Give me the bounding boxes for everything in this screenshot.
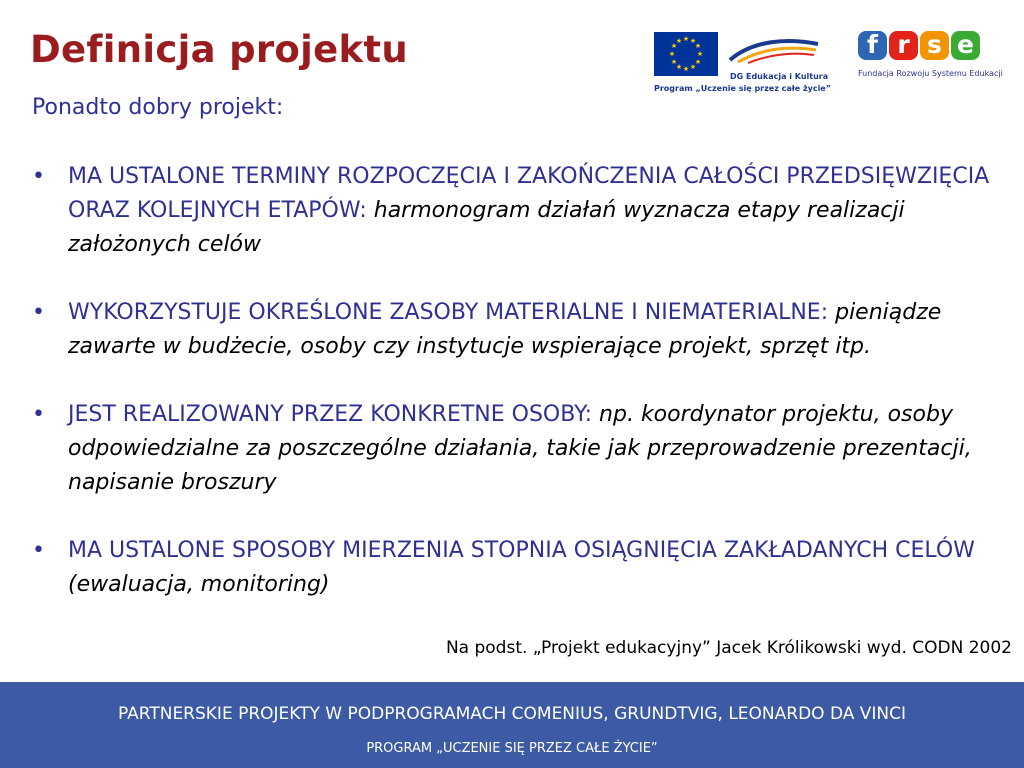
- svg-text:★: ★: [689, 63, 697, 71]
- frse-letter-f: f: [858, 31, 887, 60]
- logos-area: [650, 28, 1003, 98]
- source-citation: Na podst. „Projekt edukacyjny” Jacek Królikowski wyd. CODN 2002: [445, 638, 1012, 658]
- bullet-item: [30, 296, 1020, 364]
- frse-logo: [855, 28, 1003, 94]
- bullet-heading: WYKORZYSTUJE OKREŚLONE ZASOBY MATERIALNE I NIEMATERIALNE:: [68, 300, 829, 325]
- footer-bar: [0, 682, 1024, 768]
- footer-program-name: PROGRAM „UCZENIE SIĘ PRZEZ CAŁE ŻYCIE”: [366, 741, 658, 756]
- eu-flag-icon: [654, 32, 718, 76]
- bullet-detail: (ewaluacja, monitoring): [68, 572, 330, 597]
- frse-letters: [858, 31, 980, 60]
- svg-text:★: ★: [682, 35, 690, 43]
- bullet-text: [68, 398, 1020, 500]
- eu-dg-label: DG Edukacja i Kultura: [730, 72, 829, 81]
- bullet-item: [30, 534, 1020, 602]
- bullet-detail: np. koordynator projektu, osoby odpowiedzialne za poszczególne działania, takie jak przeprowadzenie prezentacji, napisanie broszury: [68, 402, 972, 495]
- slide-subtitle: Ponadto dobry projekt:: [32, 95, 284, 120]
- bullet-dot-icon: •: [32, 300, 45, 325]
- bullet-dot-icon: •: [32, 164, 45, 189]
- eu-logo: [654, 32, 831, 94]
- bullet-item: [30, 160, 1020, 262]
- bullet-heading: MA USTALONE SPOSOBY MIERZENIA STOPNIA OSIĄGNIĘCIA ZAKŁADANYCH CELÓW: [68, 538, 975, 563]
- svg-text:★: ★: [682, 65, 690, 73]
- bullet-heading: JEST REALIZOWANY PRZEZ KONKRETNE OSOBY:: [68, 402, 593, 427]
- bullet-text: [68, 534, 1020, 602]
- bullet-text: [68, 160, 1020, 262]
- footer-programs: PARTNERSKIE PROJEKTY W PODPROGRAMACH COMENIUS, GRUNDTVIG, LEONARDO DA VINCI: [117, 704, 907, 724]
- svg-text:★: ★: [675, 37, 683, 45]
- bullet-detail: pieniądze zawarte w budżecie, osoby czy instytucje wspierające projekt, sprzęt itp.: [68, 300, 942, 359]
- bullet-dot-icon: •: [32, 538, 45, 563]
- bullet-detail: harmonogram działań wyznacza etapy realizacji założonych celów: [68, 198, 905, 257]
- bullet-heading: MA USTALONE TERMINY ROZPOCZĘCIA I ZAKOŃCZENIA CAŁOŚCI PRZEDSIĘWZIĘCIA ORAZ KOLEJNYCH ETAPÓW:: [68, 164, 990, 223]
- svg-text:★: ★: [694, 42, 702, 50]
- bullet-dot-icon: •: [32, 402, 45, 427]
- bullet-item: [30, 398, 1020, 500]
- slide-title: Definicja projektu: [30, 28, 409, 71]
- bullet-text: [68, 296, 1020, 364]
- eu-program-label: Program „Uczenie się przez całe życie”: [654, 84, 831, 93]
- svg-text:★: ★: [675, 63, 683, 71]
- svg-text:★: ★: [696, 50, 704, 58]
- frse-name-label: Fundacja Rozwoju Systemu Edukacji: [858, 69, 1003, 78]
- svg-text:★: ★: [670, 58, 678, 66]
- svg-text:★: ★: [689, 37, 697, 45]
- frse-letter-r: r: [889, 31, 918, 60]
- svg-text:★: ★: [694, 58, 702, 66]
- bullet-list: [30, 160, 1020, 636]
- eu-swoosh-icon: [728, 38, 820, 64]
- frse-letter-s: s: [920, 31, 949, 60]
- svg-text:★: ★: [668, 50, 676, 58]
- frse-letter-e: e: [951, 31, 980, 60]
- svg-text:★: ★: [670, 42, 678, 50]
